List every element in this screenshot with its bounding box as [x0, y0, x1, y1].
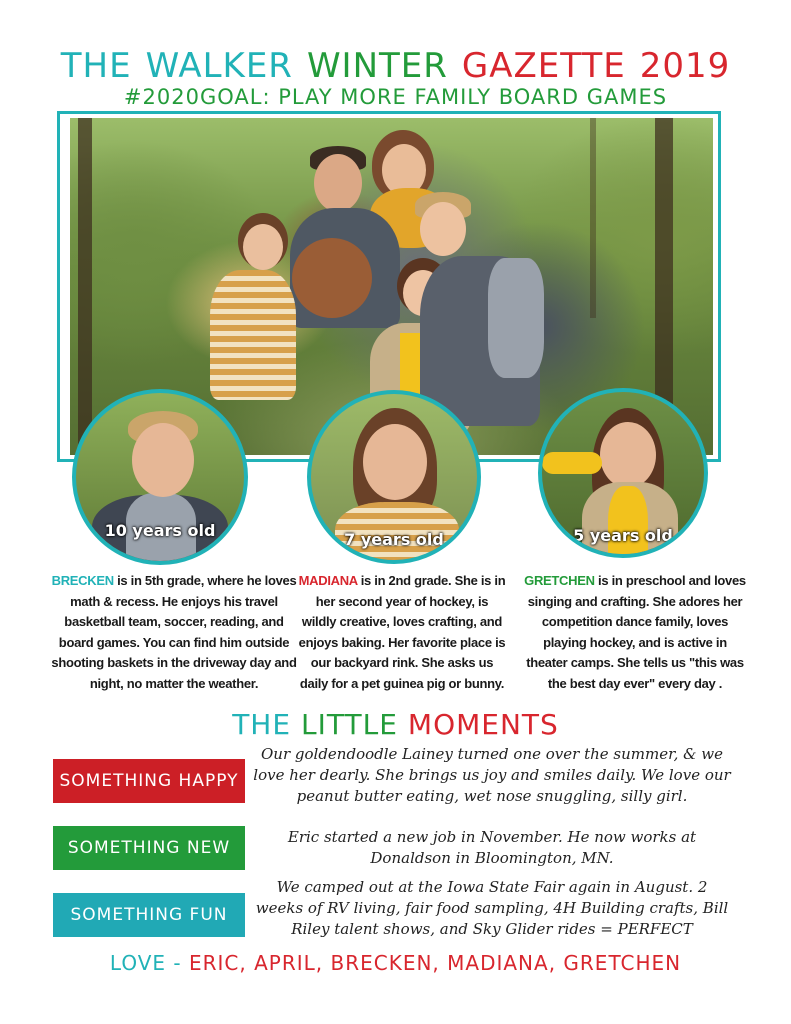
kid-age-madiana: 7 years old — [344, 530, 444, 549]
kid-photo-madiana — [307, 390, 481, 564]
title-word: THE — [60, 46, 132, 86]
signoff-love: LOVE - — [109, 951, 182, 975]
kid-photo-gretchen — [538, 388, 708, 558]
kid-age-brecken: 10 years old — [104, 521, 216, 540]
blurb-something-new: Eric started a new job in November. He now works at Donaldson in Bloomington, MN. — [287, 828, 697, 867]
kid-age-gretchen: 5 years old — [573, 526, 673, 545]
title-word: GAZETTE — [461, 46, 626, 86]
signoff-names: ERIC, APRIL, BRECKEN, MADIANA, GRETCHEN — [188, 951, 682, 975]
kid-photo-brecken — [72, 389, 248, 565]
bio-gretchen — [523, 571, 747, 695]
kid-name-madiana: MADIANA — [298, 573, 358, 588]
gazette-subtitle: #2020GOAL: PLAY MORE FAMILY BOARD GAMES — [123, 85, 668, 109]
title-word: WALKER — [145, 46, 293, 86]
blurb-something-fun: We camped out at the Iowa State Fair again in August. 2 weeks of RV living, fair food sampling, 4H Building crafts, Bill Riley talent shows, and Sky Glider rides = PERFECT — [255, 878, 729, 938]
signoff — [0, 950, 791, 976]
bio-text-brecken: is in 5th grade, where he loves math & recess. He enjoys his travel basketball team, soccer, reading, and board games. You can find him outside shooting baskets in the driveway day and night, no matter the weather. — [51, 573, 297, 691]
moments-word: THE — [232, 708, 292, 741]
kid-name-gretchen: GRETCHEN — [524, 573, 595, 588]
tag-something-new: SOMETHING NEW — [53, 826, 245, 870]
gazette-title — [0, 46, 791, 86]
bio-madiana — [298, 571, 506, 695]
tag-something-fun: SOMETHING FUN — [53, 893, 245, 937]
bio-text-gretchen: is in preschool and loves singing and crafting. She adores her competition dance family, loves playing hockey, and is active in theater camps. She tells us "this was the best day ever" every day . — [526, 573, 746, 691]
bio-text-madiana: is in 2nd grade. She is in her second year of hockey, is wildly creative, loves crafting, and enjoys baking. Her favorite place is our backyard rink. She asks us daily for a pet guinea pig or bunny. — [298, 573, 506, 691]
tag-something-happy: SOMETHING HAPPY — [53, 759, 245, 803]
title-word: 2019 — [639, 46, 731, 86]
title-word: WINTER — [306, 46, 448, 86]
blurb-something-happy: Our goldendoodle Lainey turned one over the summer, & we love her dearly. She brings us joy and smiles daily. We love our peanut butter eating, wet nose snuggling, silly girl. — [253, 745, 731, 805]
moments-heading — [0, 707, 791, 743]
moments-word: MOMENTS — [407, 708, 559, 741]
bio-brecken — [49, 571, 299, 695]
moments-word: LITTLE — [301, 708, 398, 741]
kid-name-brecken: BRECKEN — [51, 573, 114, 588]
